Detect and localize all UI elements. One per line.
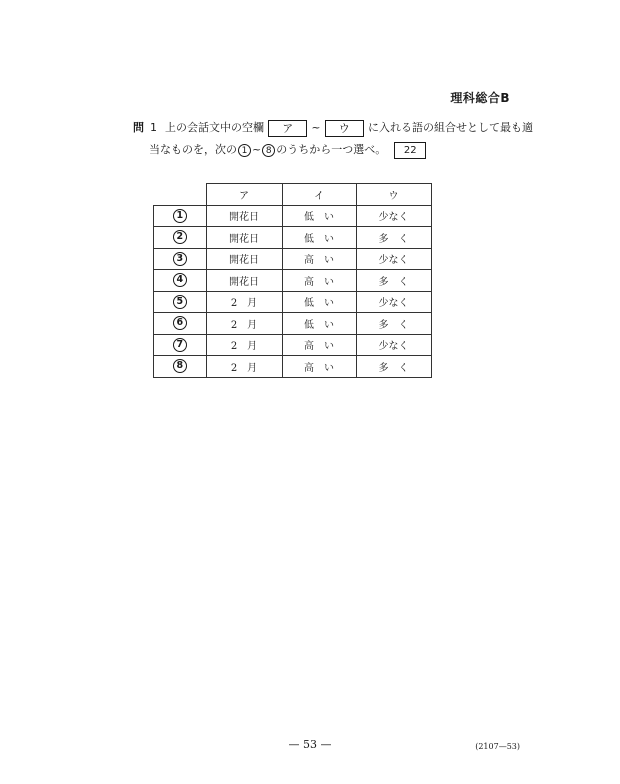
choice-number: 8	[173, 359, 187, 373]
header-col-u: ウ	[356, 184, 431, 206]
table-row	[154, 356, 432, 378]
choice-number: 7	[173, 338, 187, 352]
cell-u: 多 く	[356, 313, 431, 335]
cell-u: 多 く	[356, 356, 431, 378]
choice-number: 6	[173, 316, 187, 330]
subject-title: 理科総合B	[450, 91, 510, 105]
row-number-cell	[154, 205, 207, 227]
header-col-a: ア	[206, 184, 282, 206]
cell-a: 2 月	[206, 313, 282, 335]
cell-i: 高 い	[282, 248, 356, 270]
table-row	[154, 313, 432, 335]
cell-a: 2 月	[206, 334, 282, 356]
cell-a: 開花日	[206, 248, 282, 270]
question-text-1: 上の会話文中の空欄	[165, 121, 264, 134]
table-row	[154, 227, 432, 249]
row-number-cell	[154, 356, 207, 378]
question-line-1	[133, 117, 533, 139]
table-row	[154, 205, 432, 227]
choice-range-separator: ~	[252, 143, 262, 156]
blank-box-a: ア	[268, 120, 307, 137]
table-row	[154, 248, 432, 270]
cell-i: 低 い	[282, 227, 356, 249]
choice-number: 4	[173, 273, 187, 287]
choice-number: 5	[173, 295, 187, 309]
cell-u: 少なく	[356, 248, 431, 270]
blank-box-u: ウ	[325, 120, 364, 137]
cell-i: 低 い	[282, 291, 356, 313]
cell-i: 低 い	[282, 205, 356, 227]
table-header-row	[154, 184, 432, 206]
table-row	[154, 334, 432, 356]
cell-a: 開花日	[206, 205, 282, 227]
row-number-cell	[154, 334, 207, 356]
cell-i: 低 い	[282, 313, 356, 335]
cell-a: 2 月	[206, 291, 282, 313]
table-row	[154, 291, 432, 313]
question-block	[133, 117, 533, 161]
cell-u: 少なく	[356, 334, 431, 356]
header-col-i: イ	[282, 184, 356, 206]
row-number-cell	[154, 291, 207, 313]
question-text-4: のうちから一つ選べ。	[276, 143, 387, 156]
choice-number: 2	[173, 230, 187, 244]
cell-u: 少なく	[356, 291, 431, 313]
cell-i: 高 い	[282, 334, 356, 356]
choices-table	[153, 183, 432, 378]
row-number-cell	[154, 227, 207, 249]
answer-number-box: 22	[394, 142, 426, 159]
question-text-2: に入れる語の組合せとして最も適	[368, 121, 533, 134]
row-number-cell	[154, 313, 207, 335]
choice-number: 1	[173, 209, 187, 223]
cell-u: 多 く	[356, 270, 431, 292]
page-number: — 53 —	[288, 738, 332, 751]
cell-u: 少なく	[356, 205, 431, 227]
cell-a: 2 月	[206, 356, 282, 378]
table-row	[154, 270, 432, 292]
row-number-cell	[154, 248, 207, 270]
row-number-cell	[154, 270, 207, 292]
cell-i: 高 い	[282, 356, 356, 378]
choice-number: 3	[173, 252, 187, 266]
choice-last-circle: 8	[262, 144, 275, 157]
range-separator: ~	[311, 121, 321, 134]
question-label: 問	[133, 121, 144, 134]
document-code: (2107—53)	[475, 742, 520, 751]
cell-u: 多 く	[356, 227, 431, 249]
question-number: 1	[150, 121, 157, 134]
choice-first-circle: 1	[238, 144, 251, 157]
cell-i: 高 い	[282, 270, 356, 292]
header-corner	[154, 184, 207, 206]
question-line-2	[133, 139, 533, 161]
cell-a: 開花日	[206, 270, 282, 292]
question-text-3: 当なものを，次の	[149, 143, 237, 156]
cell-a: 開花日	[206, 227, 282, 249]
